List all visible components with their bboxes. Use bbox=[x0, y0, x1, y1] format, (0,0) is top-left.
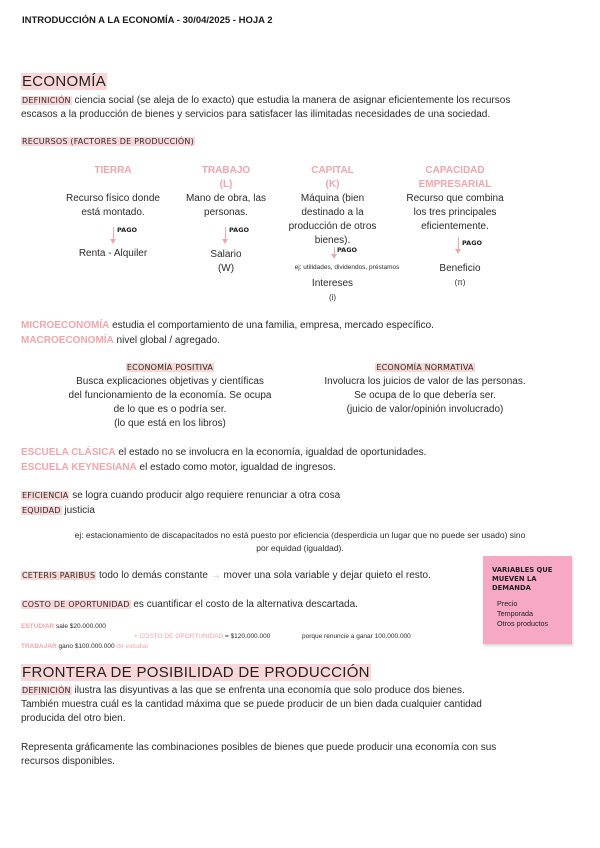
pago-capacidad: Beneficio (π) bbox=[439, 263, 481, 287]
pago-label-capacidad: PAGO bbox=[462, 239, 483, 247]
ceteris-paribus-line: CETERIS PARIBUS todo lo demás constante → mover una sola variable y dejar quieto el resto. bbox=[22, 570, 431, 581]
pago-capital: Intereses (i) bbox=[311, 278, 354, 302]
sticky-note-list: Precio Temporada Otros productos bbox=[497, 599, 549, 628]
escuelas bbox=[21, 445, 426, 475]
economia-definition: DEFINICIÓN ciencia social (se aleja de lo exacto) que estudia la manera de asignar eficientemente los recursos escasos a la producción de bienes y servicios para satisfacer las ilimitadas necesidades de una sociedad. bbox=[21, 95, 511, 120]
definition-label: DEFINICIÓN bbox=[22, 686, 71, 695]
section-heading-frontera: FRONTERA DE POSIBILIDAD DE PRODUCCIÓN bbox=[22, 664, 370, 681]
frontera-definition: DEFINICIÓN ilustra las disyuntivas a las que se enfrenta una economía que solo produce dos bienes. También muestra cuál es la cantidad máxima que se puede producir de un bien dada cualquier cantidad producida del otro bien. bbox=[21, 685, 482, 724]
definition-label: DEFINICIÓN bbox=[22, 96, 71, 105]
eficiencia-equidad bbox=[21, 488, 340, 518]
costo-oportunidad-line: COSTO DE OPORTUNIDAD es cuantificar el costo de la alternativa descartada. bbox=[22, 599, 358, 610]
arrow-down-icon bbox=[113, 227, 114, 240]
sticky-note-title: VARIABLES QUE MUEVEN LA DEMANDA bbox=[492, 566, 553, 592]
arrow-down-icon bbox=[458, 237, 459, 250]
recursos-label: RECURSOS (FACTORES DE PRODUCCIÓN) bbox=[22, 137, 194, 146]
sticky-note bbox=[483, 556, 572, 644]
costo-estudiar: ESTUDIAR sale $20.000.000 bbox=[21, 623, 106, 630]
pago-tierra: Renta - Alquiler bbox=[78, 248, 148, 259]
factor-trabajo: TRABAJO (L) Mano de obra, las personas. bbox=[185, 165, 267, 218]
factor-tierra: TIERRA Recurso físico donde está montado. bbox=[66, 165, 160, 218]
equidad-line: EQUIDAD justicia bbox=[22, 505, 95, 516]
pago-trabajo: Salario (W) bbox=[210, 249, 242, 274]
pago-label-tierra: PAGO bbox=[117, 226, 138, 234]
arrow-down-icon bbox=[225, 227, 226, 240]
frontera-representa: Representa gráficamente las combinaciones posibles de bienes que puede producir una economía con sus recursos disponibles. bbox=[21, 742, 497, 767]
microeconomia-line: MICROECONOMÍA estudia el comportamiento de una familia, empresa, mercado específico. bbox=[21, 320, 434, 331]
factor-capacidad-empresarial: CAPACIDAD EMPRESARIAL Recurso que combina los tres principales eficientemente. bbox=[406, 165, 504, 232]
arrow-right-icon: → bbox=[210, 570, 221, 581]
economia-normativa: ECONOMÍA NORMATIVA Involucra los juicios de valor de las personas. Se ocupa de lo que debería ser. (juicio de valor/opinión involucrado) bbox=[324, 363, 526, 415]
costo-nota: porque renuncie a ganar 100.000.000 bbox=[302, 633, 411, 640]
escuela-keynesiana-line: ESCUELA KEYNESIANA el estado como motor, igualdad de ingresos. bbox=[21, 462, 336, 473]
escuela-clasica-line: ESCUELA CLÁSICA el estado no se involucra en la economía, igualdad de oportunidades. bbox=[21, 447, 427, 458]
eficiencia-line: EFICIENCIA se logra cuando producir algo requiere renunciar a otra cosa bbox=[22, 490, 341, 501]
ejemplo-estacionamiento: ej: estacionamiento de discapacitados no está puesto por eficiencia (desperdicia un lugar que no puede ser usado) sino por equidad (igualdad). bbox=[74, 530, 526, 553]
arrow-down-icon bbox=[334, 247, 335, 255]
section-heading-economia: ECONOMÍA bbox=[22, 73, 107, 90]
macroeconomia-line: MACROECONOMÍA nivel global / agregado. bbox=[21, 335, 220, 346]
factor-capital: CAPITAL (K) Máquina (bien destinado a la producción de otros bienes). bbox=[288, 165, 377, 246]
page-header-title: INTRODUCCIÓN A LA ECONOMÍA - 30/04/2025 - HOJA 2 bbox=[22, 15, 273, 26]
capital-ejemplo: ej: utilidades, dividendos, préstamos bbox=[294, 264, 400, 271]
pago-label-capital: PAGO bbox=[337, 246, 358, 254]
costo-trabajar: TRABAJAR gano $100.000.000 de estudiar bbox=[21, 643, 149, 650]
costo-total: + COSTO DE OPORTUNIDAD = $120.000.000 bbox=[134, 633, 271, 640]
micro-macro bbox=[21, 318, 434, 348]
pago-label-trabajo: PAGO bbox=[229, 226, 250, 234]
economia-positiva: ECONOMÍA POSITIVA Busca explicaciones objetivas y científicas del funcionamiento de la economía. Se ocupa de lo que es o podría ser. (lo que está en los libros) bbox=[68, 363, 272, 429]
